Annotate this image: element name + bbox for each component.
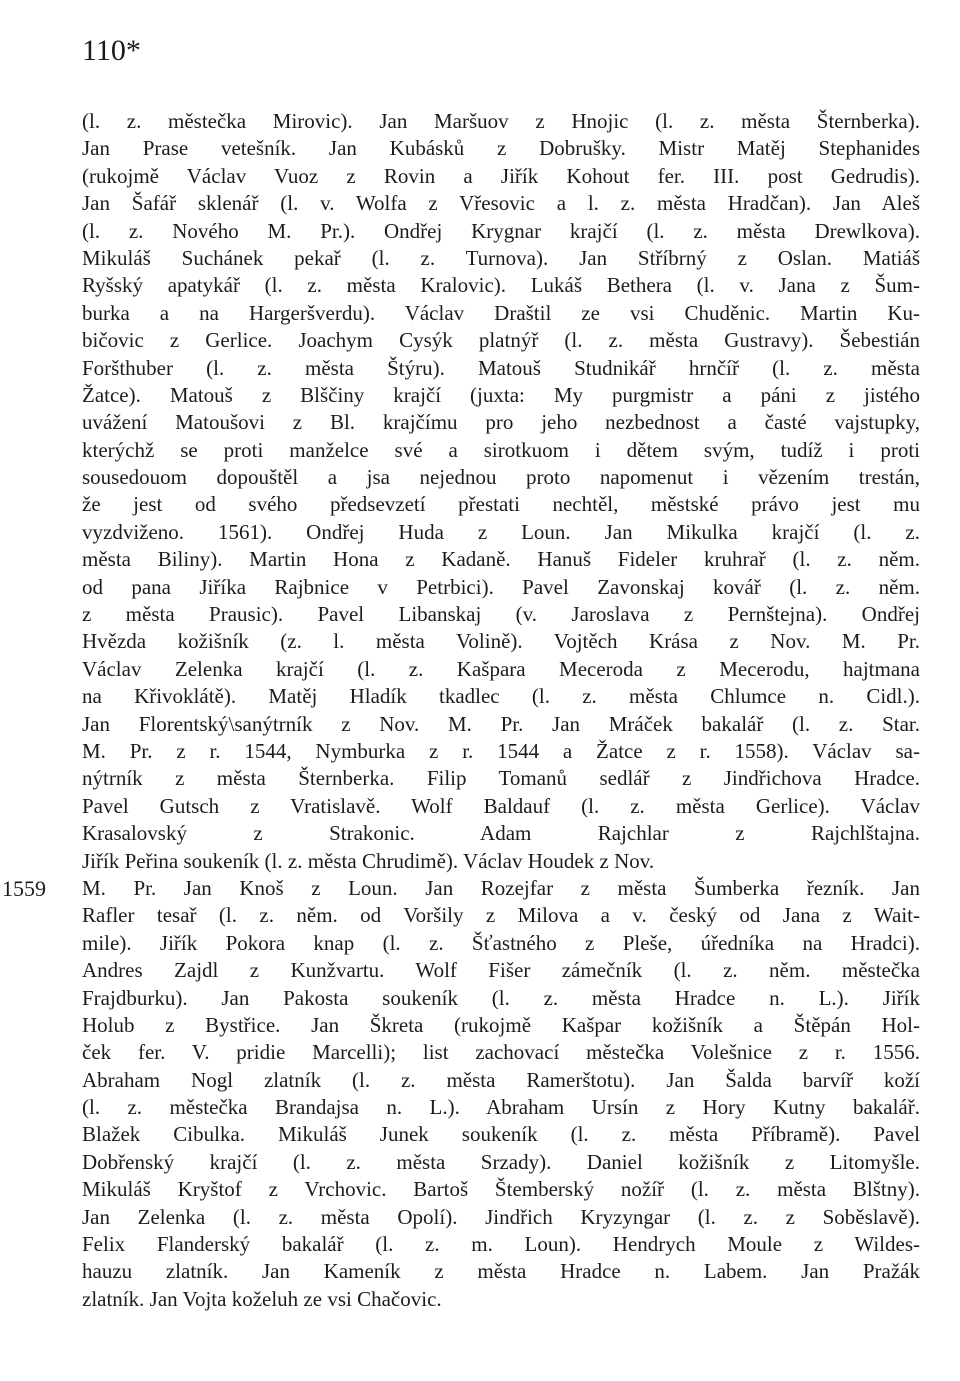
text-line: Pavel Gutsch z Vratislavě. Wolf Baldauf (l. z. města Gerlice). Václav [82, 793, 920, 818]
text-line: zlatník. Jan Vojta koželuh ze vsi Chačovic. [82, 1286, 442, 1311]
text-line: uvážení Matoušovi z Bl. krajčímu pro jeho nezbednost a časté vajstupky, [82, 410, 920, 435]
text-line: vyzdviženo. 1561). Ondřej Huda z Loun. Jan Mikulka krajčí (l. z. [82, 519, 920, 544]
page-number: 110* [82, 34, 141, 67]
text-line: ček fer. V. pridie Marcelli); list zachovací městečka Volešnice z r. 1556. [82, 1040, 920, 1065]
text-line: Foršthuber (l. z. města Štýru). Matouš Studnikář hrnčíř (l. z. města [82, 355, 920, 380]
text-line: bičovic z Gerlice. Joachym Cysýk platnýř (l. z. města Gustravy). Šebestián [82, 328, 920, 353]
text-line: Ryšský apatykář (l. z. města Kralovic). Lukáš Bethera (l. v. Jana z Šum- [82, 273, 920, 298]
text-line: Jiřík Peřina soukeník (l. z. města Chrudimě). Václav Houdek z Nov. [82, 848, 655, 873]
text-line: Mikuláš Kryštof z Vrchovic. Bartoš Štemberský nožíř (l. z. města Blštny). [82, 1177, 920, 1202]
year-marker: 1559 [2, 876, 46, 902]
text-line: města Biliny). Martin Hona z Kadaně. Hanuš Fideler kruhrař (l. z. něm. [82, 547, 920, 572]
text-line: Jan Prase vetešník. Jan Kubásků z Dobrušky. Mistr Matěj Stephanides [82, 136, 920, 161]
text-line: mile). Jiřík Pokora knap (l. z. Šťastného z Pleše, úředníka na Hradci). [82, 930, 920, 955]
text-line: Felix Flanderský bakalář (l. z. m. Loun). Hendrych Moule z Wildes- [82, 1232, 920, 1257]
text-line: z města Prausic). Pavel Libanskaj (v. Jaroslava z Pernštejna). Ondřej [82, 602, 920, 627]
text-line: Krasalovský z Strakonic. Adam Rajchlar z Rajchlštajna. [82, 821, 920, 846]
text-line: Abraham Nogl zlatník (l. z. města Ramerštotu). Jan Šalda barvíř koží [82, 1067, 920, 1092]
text-line: (l. z. městečka Brandajsa n. L.). Abraham Ursín z Hory Kutny bakalář. [82, 1095, 920, 1120]
text-line: hauzu zlatník. Jan Kameník z města Hradce n. Labem. Jan Pražák [82, 1259, 920, 1284]
text-line: Jan Zelenka (l. z. města Opolí). Jindřich Kryzyngar (l. z. z Soběslavě). [82, 1204, 920, 1229]
text-line: Jan Florentský\sanýtrník z Nov. M. Pr. Jan Mráček bakalář (l. z. Star. [82, 711, 920, 736]
text-line: kterýchž se proti manželce své a sirotkuom i dětem svým, tudíž i proti [82, 437, 920, 462]
text-line: Andres Zajdl z Kunžvartu. Wolf Fišer zámečník (l. z. něm. městečka [82, 958, 920, 983]
text-line: Žatce). Matouš z Blščiny krajčí (juxta: My purgmistr a páni z jistého [82, 382, 920, 407]
text-line: Dobřenský krajčí (l. z. města Srzady). Daniel kožišník z Litomyšle. [82, 1149, 920, 1174]
text-line: (l. z. městečka Mirovic). Jan Maršuov z Hnojic (l. z. města Šternberka). [82, 109, 920, 133]
text-line: Holub z Bystřice. Jan Škreta (rukojmě Kašpar kožišník a Štěpán Hol- [82, 1012, 920, 1037]
text-line: burka a na Hargeršverdu). Václav Draštil ze vsi Chuděnic. Martin Ku- [82, 300, 920, 325]
text-line: od pana Jiříka Rajbnice v Petrbici). Pavel Zavonskaj kovář (l. z. něm. [82, 574, 920, 599]
text-line: M. Pr. Jan Knoš z Loun. Jan Rozejfar z města Šumberka řezník. Jan [82, 875, 920, 900]
text-line: že jest od svého předsevzetí přestati nechtěl, městské právo jest mu [82, 492, 920, 517]
text-line: na Křivoklátě). Matěj Hladík tkadlec (l. z. města Chlumce n. Cidl.). [82, 684, 920, 709]
text-line: Jan Šafář sklenář (l. v. Wolfa z Vřesovic a l. z. města Hradčan). Jan Aleš [82, 191, 920, 216]
text-line: sousedouom dopouštěl a jsa nejednou proto napomenut i vězením trestán, [82, 465, 920, 490]
text-line: Václav Zelenka krajčí (l. z. Kašpara Meceroda z Mecerodu, hajtmana [82, 656, 920, 681]
text-line: (l. z. Nového M. Pr.). Ondřej Krygnar krajčí (l. z. města Drewlkova). [82, 218, 920, 243]
text-line: Mikuláš Suchánek pekař (l. z. Turnova). Jan Stříbrný z Oslan. Matiáš [82, 245, 920, 270]
text-line: M. Pr. z r. 1544, Nymburka z r. 1544 a Žatce z r. 1558). Václav sa- [82, 738, 920, 763]
text-line: Rafler tesař (l. z. něm. od Voršily z Milova a v. český od Jana z Wait- [82, 903, 920, 928]
text-line: Blažek Cibulka. Mikuláš Junek soukeník (l. z. města Příbramě). Pavel [82, 1122, 920, 1147]
text-line: Hvězda kožišník (z. l. města Volině). Vojtěch Krása z Nov. M. Pr. [82, 629, 920, 654]
text-line: (rukojmě Václav Vuoz z Rovin a Jiřík Kohout fer. III. post Gedrudis). [82, 163, 920, 188]
text-body [82, 108, 920, 1313]
text-line: nýtrník z města Šternberka. Filip Tomanů sedlář z Jindřichova Hradce. [82, 766, 920, 791]
text-line: Frajdburku). Jan Pakosta soukeník (l. z. města Hradce n. L.). Jiřík [82, 985, 920, 1010]
